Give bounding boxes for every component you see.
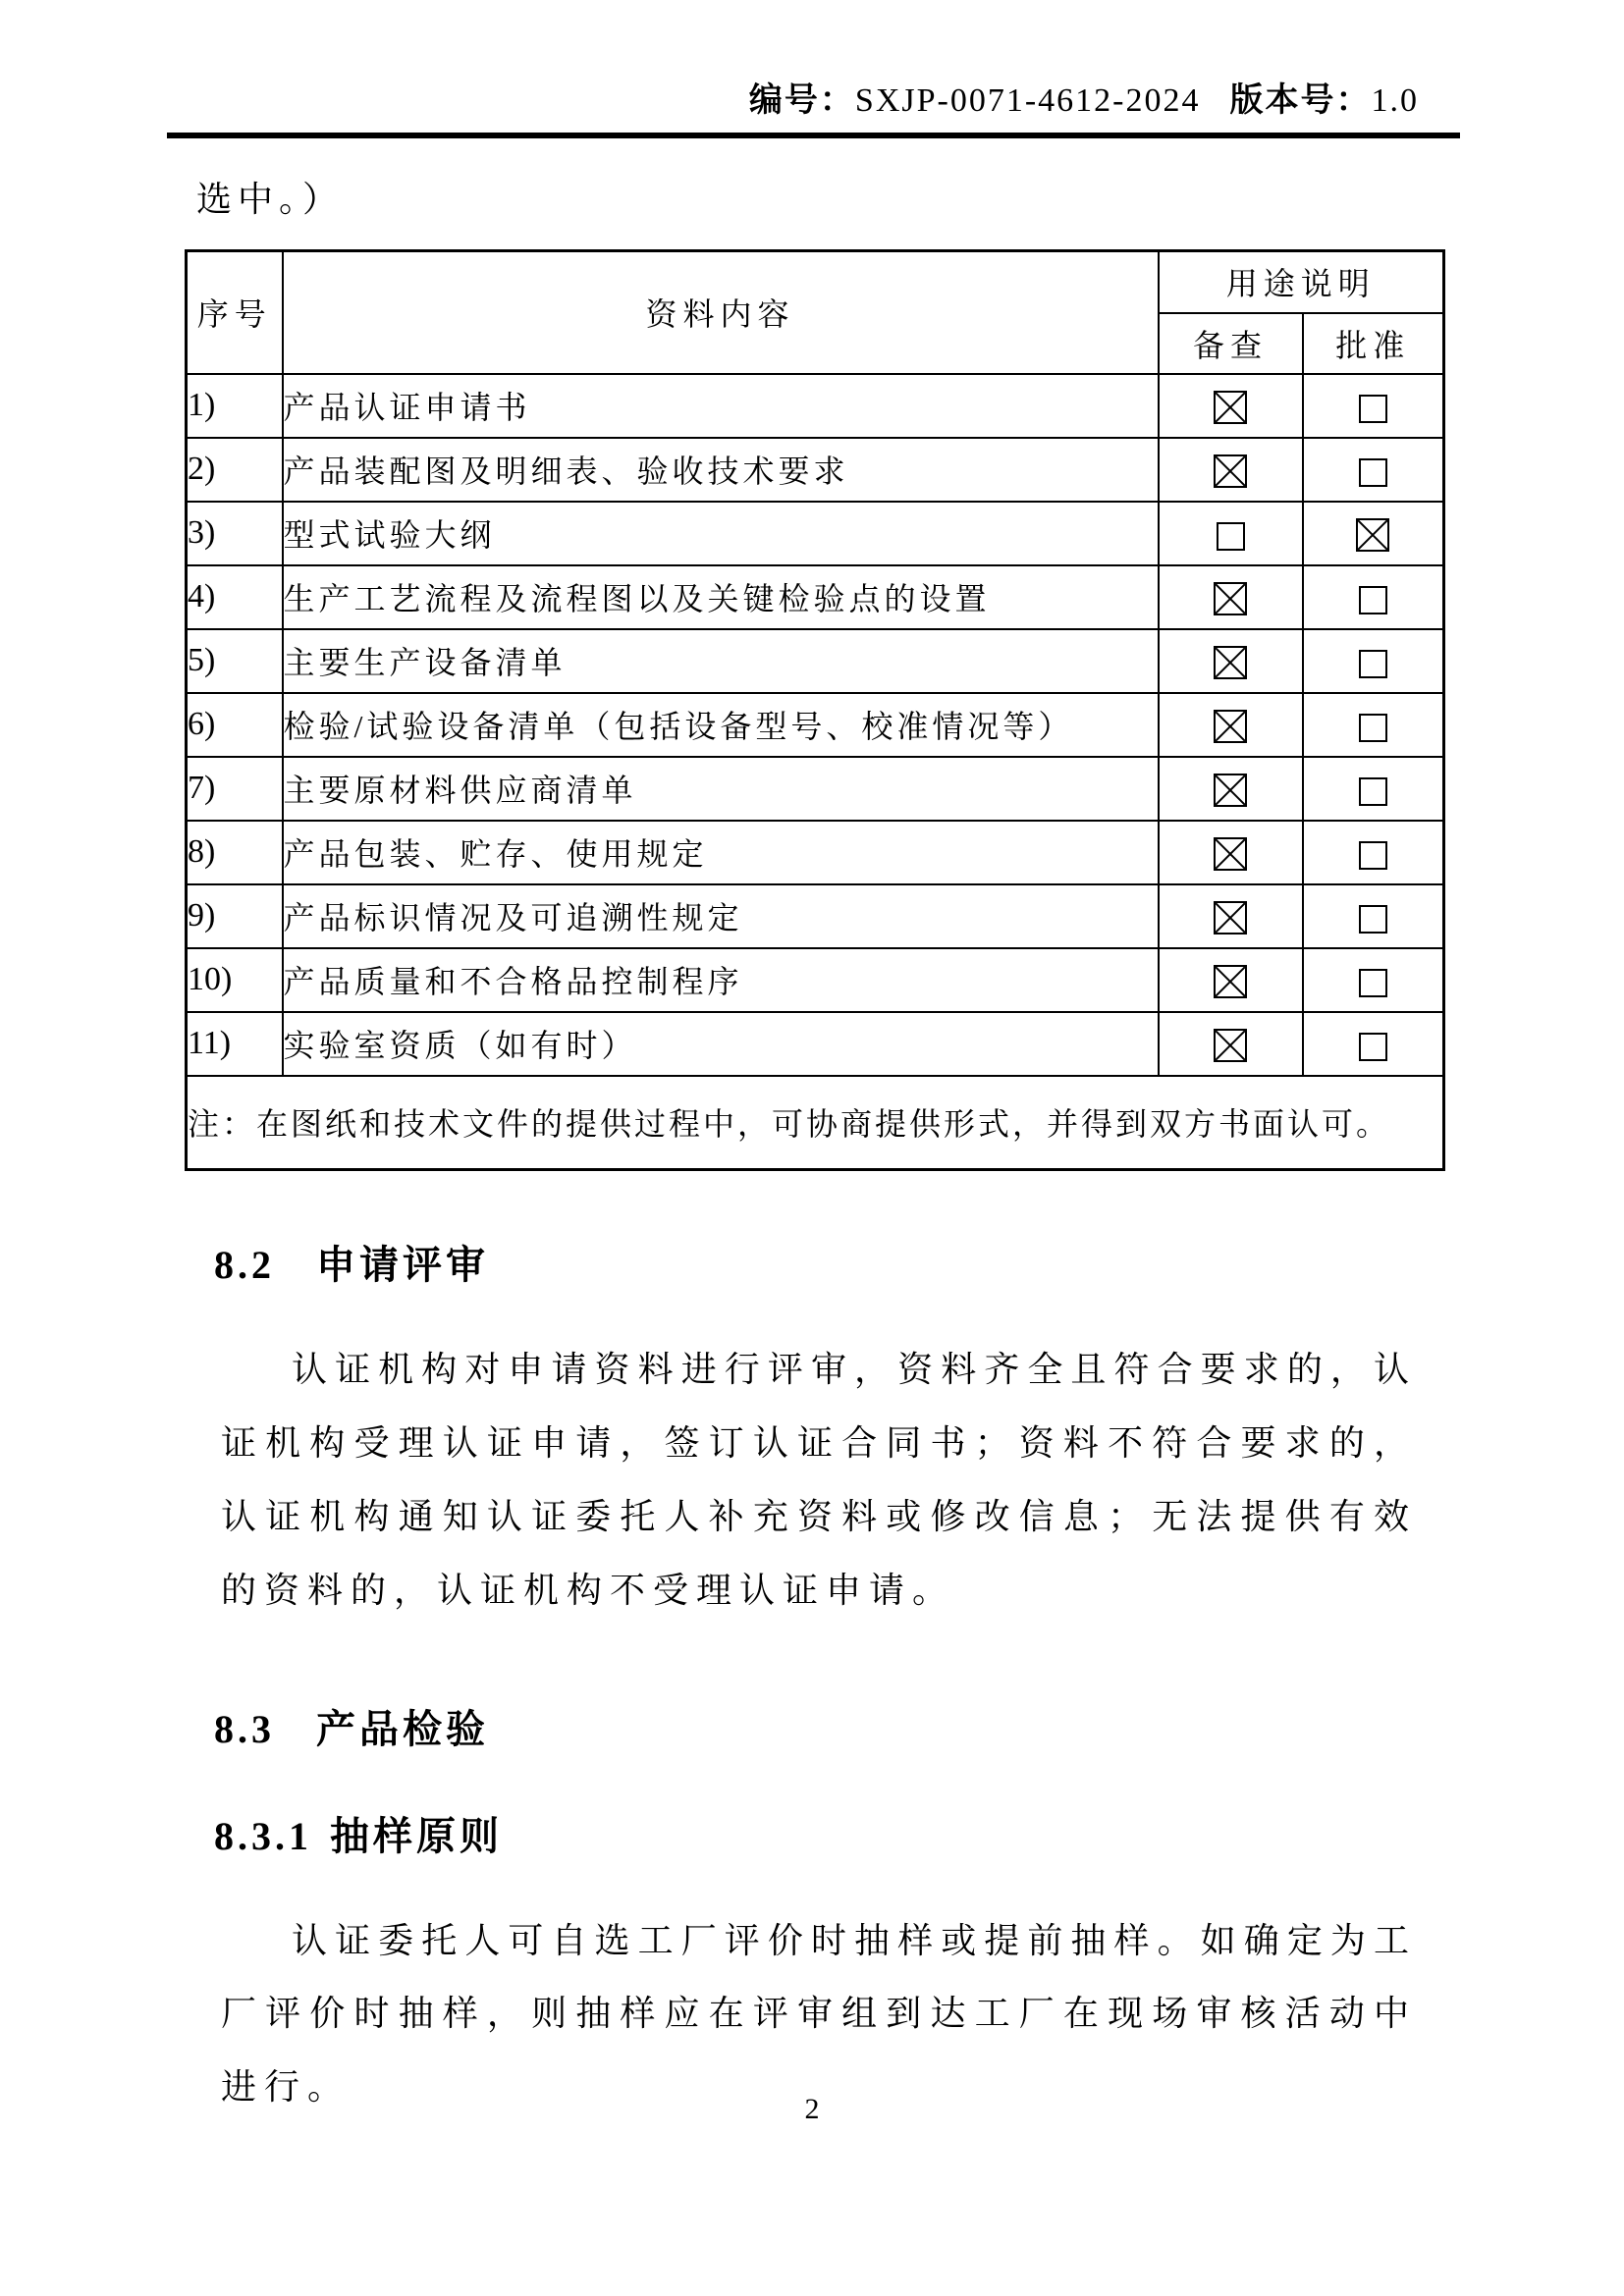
beicha-checkbox-checked	[1214, 901, 1247, 934]
pizhun-cell	[1303, 502, 1444, 565]
section-8-3-number: 8.3	[214, 1706, 275, 1751]
beicha-checkbox-checked	[1214, 391, 1247, 424]
pizhun-cell	[1303, 438, 1444, 502]
row-index: 1)	[187, 374, 283, 438]
pizhun-checkbox	[1359, 969, 1387, 997]
section-8-3-1-number: 8.3.1	[214, 1813, 312, 1858]
table-note: 注：在图纸和技术文件的提供过程中，可协商提供形式，并得到双方书面认可。	[187, 1076, 1444, 1170]
section-8-2-title: 申请评审	[316, 1243, 489, 1287]
row-index: 4)	[187, 565, 283, 629]
row-content: 生产工艺流程及流程图以及关键检验点的设置	[283, 565, 1159, 629]
beicha-cell	[1159, 502, 1303, 565]
beicha-cell	[1159, 693, 1303, 757]
beicha-cell	[1159, 821, 1303, 884]
row-content: 产品包装、贮存、使用规定	[283, 821, 1159, 884]
beicha-checkbox-checked	[1214, 965, 1247, 998]
beicha-cell	[1159, 948, 1303, 1012]
beicha-checkbox-checked	[1214, 710, 1247, 743]
row-index: 3)	[187, 502, 283, 565]
row-index: 2)	[187, 438, 283, 502]
table-row	[187, 884, 1444, 948]
pizhun-checkbox	[1359, 586, 1387, 614]
col-header-beicha: 备查	[1159, 313, 1303, 374]
beicha-cell	[1159, 438, 1303, 502]
beicha-checkbox-checked	[1214, 454, 1247, 488]
pizhun-cell	[1303, 884, 1444, 948]
pizhun-cell	[1303, 821, 1444, 884]
row-content: 主要原材料供应商清单	[283, 757, 1159, 821]
table-row	[187, 502, 1444, 565]
section-8-3-heading	[214, 1698, 1624, 1754]
table-row	[187, 693, 1444, 757]
col-header-content: 资料内容	[283, 251, 1159, 374]
table-row	[187, 374, 1444, 438]
pizhun-checkbox-checked	[1356, 518, 1389, 552]
row-content: 产品标识情况及可追溯性规定	[283, 884, 1159, 948]
pizhun-cell	[1303, 629, 1444, 693]
pizhun-cell	[1303, 757, 1444, 821]
row-index: 8)	[187, 821, 283, 884]
section-8-2-heading	[214, 1234, 1624, 1290]
row-index: 10)	[187, 948, 283, 1012]
doc-number-label: 编号：	[748, 82, 855, 119]
section-8-2-paragraph: 认证机构对申请资料进行评审，资料齐全且符合要求的，认证机构受理认证申请，签订认证合同书；资料不符合要求的，认证机构通知认证委托人补充资料或修改信息；无法提供有效的资料的，认证机构不受理认证申请。	[221, 1350, 1417, 1610]
pizhun-checkbox	[1359, 777, 1387, 806]
beicha-cell	[1159, 884, 1303, 948]
pizhun-checkbox	[1359, 650, 1387, 678]
row-content: 产品认证申请书	[283, 374, 1159, 438]
row-content: 实验室资质（如有时）	[283, 1012, 1159, 1076]
beicha-checkbox-checked	[1214, 837, 1247, 871]
pizhun-checkbox	[1359, 905, 1387, 934]
section-8-3-1-title: 抽样原则	[330, 1813, 503, 1858]
section-8-3-1-heading	[214, 1805, 1624, 1861]
beicha-checkbox-checked	[1214, 582, 1247, 615]
row-index: 5)	[187, 629, 283, 693]
doc-version-value: 1.0	[1371, 82, 1419, 119]
table-row	[187, 948, 1444, 1012]
pizhun-cell	[1303, 693, 1444, 757]
beicha-cell	[1159, 757, 1303, 821]
beicha-checkbox-checked	[1214, 1029, 1247, 1062]
beicha-cell	[1159, 374, 1303, 438]
pizhun-checkbox	[1359, 458, 1387, 487]
row-index: 11)	[187, 1012, 283, 1076]
col-header-pizhun: 批准	[1303, 313, 1444, 374]
table-row	[187, 629, 1444, 693]
doc-version-label: 版本号：	[1229, 82, 1372, 119]
table-row	[187, 757, 1444, 821]
row-index: 7)	[187, 757, 283, 821]
section-8-3-title: 产品检验	[316, 1706, 489, 1751]
table-row	[187, 438, 1444, 502]
row-content: 产品装配图及明细表、验收技术要求	[283, 438, 1159, 502]
section-8-2-number: 8.2	[214, 1243, 275, 1287]
beicha-cell	[1159, 629, 1303, 693]
pizhun-cell	[1303, 948, 1444, 1012]
page-number: 2	[804, 2093, 820, 2125]
col-header-index: 序号	[187, 251, 283, 374]
table-row	[187, 821, 1444, 884]
col-header-purpose: 用途说明	[1159, 251, 1444, 313]
pizhun-checkbox	[1359, 714, 1387, 742]
pizhun-cell	[1303, 1012, 1444, 1076]
row-index: 9)	[187, 884, 283, 948]
table-row	[187, 1012, 1444, 1076]
beicha-cell	[1159, 1012, 1303, 1076]
materials-table	[185, 249, 1445, 1171]
doc-number-value: SXJP-0071-4612-2024	[854, 82, 1201, 119]
table-row	[187, 565, 1444, 629]
pizhun-checkbox	[1359, 1033, 1387, 1061]
pizhun-checkbox	[1359, 841, 1387, 870]
row-content: 产品质量和不合格品控制程序	[283, 948, 1159, 1012]
pizhun-cell	[1303, 374, 1444, 438]
pizhun-cell	[1303, 565, 1444, 629]
beicha-checkbox	[1217, 522, 1245, 551]
section-8-3-1-paragraph: 认证委托人可自选工厂评价时抽样或提前抽样。如确定为工厂评价时抽样，则抽样应在评审组到达工厂在现场审核活动中进行。	[221, 1920, 1417, 2108]
beicha-checkbox-checked	[1214, 646, 1247, 679]
beicha-cell	[1159, 565, 1303, 629]
pizhun-checkbox	[1359, 395, 1387, 423]
row-content: 检验/试验设备清单（包括设备型号、校准情况等）	[283, 693, 1159, 757]
beicha-checkbox-checked	[1214, 774, 1247, 807]
intro-text: 选中。）	[196, 180, 345, 219]
document-header	[167, 0, 1460, 138]
row-index: 6)	[187, 693, 283, 757]
materials-table-body	[187, 374, 1444, 1076]
row-content: 主要生产设备清单	[283, 629, 1159, 693]
row-content: 型式试验大纲	[283, 502, 1159, 565]
